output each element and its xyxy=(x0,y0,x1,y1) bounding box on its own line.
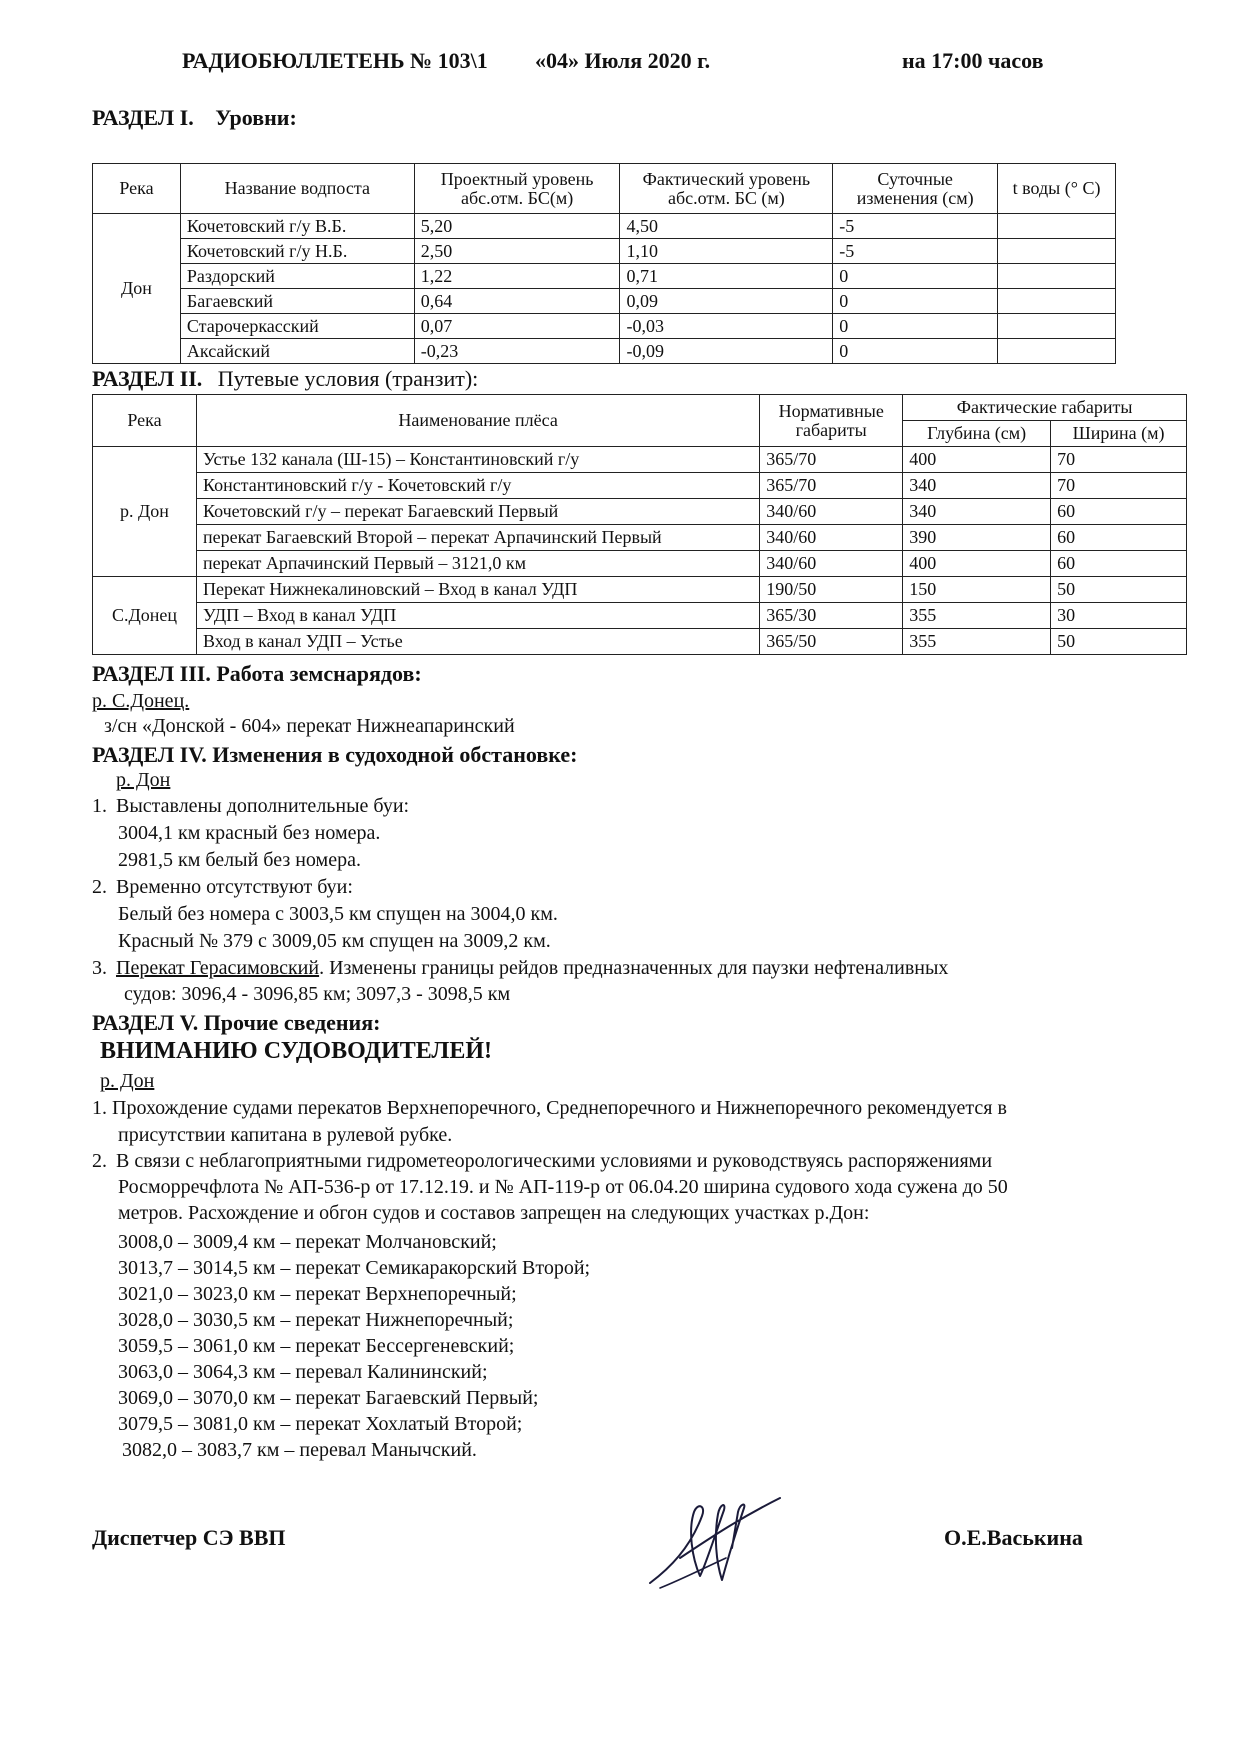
list-number: 2. xyxy=(92,1150,107,1172)
transit-header-river: Река xyxy=(93,395,197,447)
list-item-text: В связи с неблагоприятными гидрометеорологическими условиями и руководствуясь распоряжениями xyxy=(116,1150,993,1172)
section5-p1 xyxy=(92,1097,1007,1120)
list-item: 3059,5 – 3061,0 км – перекат Бессергеневский; xyxy=(118,1335,515,1357)
table-row xyxy=(93,264,1116,289)
restriction-list xyxy=(118,1229,590,1463)
transit-depth: 355 xyxy=(903,629,1051,655)
transit-header-stretch: Наименование плёса xyxy=(196,395,759,447)
section5-p1-line2: присутствии капитана в рулевой рубке. xyxy=(118,1124,453,1146)
transit-norm: 190/50 xyxy=(760,577,903,603)
list-item-text: Выставлены дополнительные буи: xyxy=(116,795,410,817)
table-row xyxy=(93,499,1187,525)
levels-header-fact: Фактический уровень абс.отм. БС (м) xyxy=(620,164,833,214)
list-item: 3069,0 – 3070,0 км – перекат Багаевский Первый; xyxy=(118,1387,539,1409)
section4-item1 xyxy=(92,795,409,818)
levels-fact: -0,03 xyxy=(620,314,833,339)
section5-title: РАЗДЕЛ V. Прочие сведения: xyxy=(92,1010,381,1035)
transit-depth: 150 xyxy=(903,577,1051,603)
transit-norm: 365/70 xyxy=(760,473,903,499)
levels-temp xyxy=(998,314,1116,339)
list-item: 3079,5 – 3081,0 км – перекат Хохлатый Второй; xyxy=(118,1413,523,1435)
list-item-text: . Изменены границы рейдов предназначенных для паузки нефтеналивных xyxy=(319,957,949,979)
transit-header-depth: Глубина (см) xyxy=(903,421,1051,447)
transit-width: 70 xyxy=(1051,473,1187,499)
section4-item1-a: 3004,1 км красный без номера. xyxy=(118,822,381,844)
levels-fact: 4,50 xyxy=(620,214,833,239)
levels-header-temp: t воды (° С) xyxy=(998,164,1116,214)
rift-name-link: Перекат Герасимовский xyxy=(116,957,320,979)
bulletin-date: «04» Июля 2020 г. xyxy=(535,48,711,73)
levels-temp xyxy=(998,289,1116,314)
section4-item2-b: Красный № 379 с 3009,05 км спущен на 3009,2 км. xyxy=(118,930,551,952)
transit-norm: 365/30 xyxy=(760,603,903,629)
list-item: 3082,0 – 3083,7 км – перевал Манычский. xyxy=(122,1439,477,1461)
table-row xyxy=(93,447,1187,473)
section5-p2 xyxy=(92,1150,992,1173)
levels-proj: 5,20 xyxy=(414,214,620,239)
section4-item1-b: 2981,5 км белый без номера. xyxy=(118,849,361,871)
transit-stretch: перекат Арпачинский Первый – 3121,0 км xyxy=(196,551,759,577)
levels-change: 0 xyxy=(833,264,998,289)
section5-p2-line2: Росморречфлота № АП-536-р от 17.12.19. и № АП-119-р от 06.04.20 ширина судового хода сужена до 50 xyxy=(118,1176,1008,1198)
transit-stretch: перекат Багаевский Второй – перекат Арпачинский Первый xyxy=(196,525,759,551)
levels-proj: 1,22 xyxy=(414,264,620,289)
table-row xyxy=(93,214,1116,239)
levels-proj: 0,64 xyxy=(414,289,620,314)
transit-norm: 365/70 xyxy=(760,447,903,473)
transit-stretch: Перекат Нижнекалиновский – Вход в канал УДП xyxy=(196,577,759,603)
table-row xyxy=(93,577,1187,603)
section2-title-rest: Путевые условия (транзит): xyxy=(217,366,479,391)
bulletin-time: на 17:00 часов xyxy=(902,48,1044,73)
section3-dredger: з/сн «Донской - 604» перекат Нижнеапаринский xyxy=(104,715,515,737)
transit-stretch: Устье 132 канала (Ш-15) – Константиновский г/у xyxy=(196,447,759,473)
levels-change: 0 xyxy=(833,289,998,314)
section5-p2-line3: метров. Расхождение и обгон судов и составов запрещен на следующих участках р.Дон: xyxy=(118,1202,870,1224)
section2-title xyxy=(92,366,478,392)
list-item: 3008,0 – 3009,4 км – перекат Молчановский; xyxy=(118,1231,497,1253)
levels-post: Аксайский xyxy=(180,339,414,364)
transit-width: 50 xyxy=(1051,577,1187,603)
section5-river: р. Дон xyxy=(100,1070,155,1092)
levels-table xyxy=(92,163,1116,364)
levels-temp xyxy=(998,214,1116,239)
section4-item2 xyxy=(92,876,353,899)
levels-post: Старочеркасский xyxy=(180,314,414,339)
list-number: 1. xyxy=(92,1097,107,1119)
transit-width: 30 xyxy=(1051,603,1187,629)
section3-title: РАЗДЕЛ III. Работа земснарядов: xyxy=(92,661,422,686)
levels-fact: 0,09 xyxy=(620,289,833,314)
levels-header-change: Суточные изменения (см) xyxy=(833,164,998,214)
levels-post: Раздорский xyxy=(180,264,414,289)
transit-depth: 400 xyxy=(903,447,1051,473)
bulletin-title: РАДИОБЮЛЛЕТЕНЬ № 103\1 xyxy=(182,48,488,73)
transit-depth: 400 xyxy=(903,551,1051,577)
transit-stretch: Вход в канал УДП – Устье xyxy=(196,629,759,655)
section1-title-bold: РАЗДЕЛ I. xyxy=(92,105,194,130)
section3-river: р. С.Донец. xyxy=(92,690,190,712)
levels-proj: -0,23 xyxy=(414,339,620,364)
transit-header-width: Ширина (м) xyxy=(1051,421,1187,447)
transit-depth: 340 xyxy=(903,473,1051,499)
list-item-text: Прохождение судами перекатов Верхнепоречного, Среднепоречного и Нижнепоречного рекомендуется в xyxy=(112,1097,1007,1119)
list-number: 3. xyxy=(92,957,107,979)
levels-fact: 0,71 xyxy=(620,264,833,289)
levels-header-post: Название водпоста xyxy=(180,164,414,214)
transit-header-fact: Фактические габариты xyxy=(903,395,1187,421)
levels-header-river: Река xyxy=(93,164,181,214)
levels-header-proj: Проектный уровень абс.отм. БС(м) xyxy=(414,164,620,214)
section4-item3 xyxy=(92,957,948,980)
transit-width: 60 xyxy=(1051,525,1187,551)
section4-item3-line2: судов: 3096,4 - 3096,85 км; 3097,3 - 3098,5 км xyxy=(124,983,511,1005)
list-item: 3028,0 – 3030,5 км – перекат Нижнепоречный; xyxy=(118,1309,514,1331)
table-row xyxy=(93,239,1116,264)
table-row xyxy=(93,289,1116,314)
transit-river: р. Дон xyxy=(93,447,197,577)
transit-depth: 340 xyxy=(903,499,1051,525)
list-number: 1. xyxy=(92,795,107,817)
levels-temp xyxy=(998,264,1116,289)
levels-temp xyxy=(998,239,1116,264)
transit-width: 60 xyxy=(1051,551,1187,577)
transit-norm: 365/50 xyxy=(760,629,903,655)
table-row xyxy=(93,525,1187,551)
table-row xyxy=(93,551,1187,577)
list-number: 2. xyxy=(92,876,107,898)
table-row xyxy=(93,629,1187,655)
levels-fact: -0,09 xyxy=(620,339,833,364)
list-item-text: Временно отсутствуют буи: xyxy=(116,876,353,898)
list-item: 3021,0 – 3023,0 км – перекат Верхнепоречный; xyxy=(118,1283,517,1305)
table-row xyxy=(93,339,1116,364)
transit-norm: 340/60 xyxy=(760,525,903,551)
levels-river: Дон xyxy=(93,214,181,364)
section4-river: р. Дон xyxy=(116,769,171,791)
transit-depth: 355 xyxy=(903,603,1051,629)
levels-change: 0 xyxy=(833,339,998,364)
transit-width: 70 xyxy=(1051,447,1187,473)
transit-header-norm: Нормативные габариты xyxy=(760,395,903,447)
levels-post: Кочетовский г/у В.Б. xyxy=(180,214,414,239)
dispatcher-position: Диспетчер СЭ ВВП xyxy=(92,1525,286,1550)
transit-table xyxy=(92,394,1187,655)
transit-width: 50 xyxy=(1051,629,1187,655)
levels-change: -5 xyxy=(833,214,998,239)
transit-stretch: УДП – Вход в канал УДП xyxy=(196,603,759,629)
table-row xyxy=(93,314,1116,339)
transit-river: С.Донец xyxy=(93,577,197,655)
signature-icon xyxy=(640,1488,790,1598)
transit-norm: 340/60 xyxy=(760,551,903,577)
levels-fact: 1,10 xyxy=(620,239,833,264)
transit-width: 60 xyxy=(1051,499,1187,525)
levels-post: Кочетовский г/у Н.Б. xyxy=(180,239,414,264)
list-item: 3063,0 – 3064,3 км – перевал Калининский; xyxy=(118,1361,488,1383)
transit-stretch: Кочетовский г/у – перекат Багаевский Первый xyxy=(196,499,759,525)
section1-title-rest: Уровни: xyxy=(215,105,297,130)
levels-change: -5 xyxy=(833,239,998,264)
levels-proj: 0,07 xyxy=(414,314,620,339)
levels-proj: 2,50 xyxy=(414,239,620,264)
section4-item2-a: Белый без номера с 3003,5 км спущен на 3004,0 км. xyxy=(118,903,558,925)
table-row xyxy=(93,603,1187,629)
levels-change: 0 xyxy=(833,314,998,339)
levels-post: Багаевский xyxy=(180,289,414,314)
section4-title: РАЗДЕЛ IV. Изменения в судоходной обстановке: xyxy=(92,742,578,767)
dispatcher-name: О.Е.Васькина xyxy=(944,1525,1083,1550)
table-row xyxy=(93,473,1187,499)
transit-stretch: Константиновский г/у - Кочетовский г/у xyxy=(196,473,759,499)
section2-title-bold: РАЗДЕЛ II. xyxy=(92,366,203,391)
attention-heading: ВНИМАНИЮ СУДОВОДИТЕЛЕЙ! xyxy=(100,1038,492,1064)
list-item: 3013,7 – 3014,5 км – перекат Семикаракорский Второй; xyxy=(118,1257,591,1279)
transit-norm: 340/60 xyxy=(760,499,903,525)
section1-title xyxy=(92,105,297,131)
transit-depth: 390 xyxy=(903,525,1051,551)
levels-temp xyxy=(998,339,1116,364)
